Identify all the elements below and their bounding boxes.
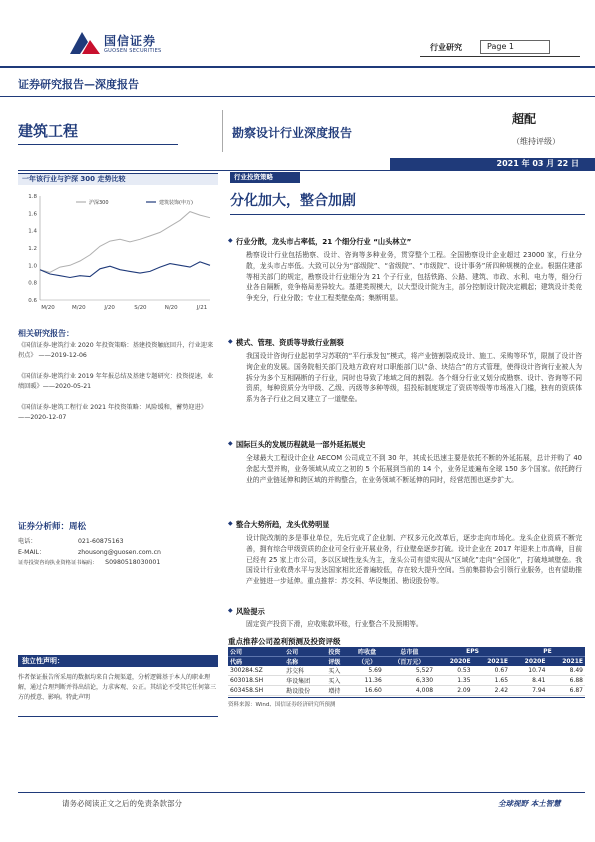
header-category: 行业研究 xyxy=(430,43,462,52)
table-head: 昨收盘 xyxy=(351,647,384,657)
table-header-row-2 xyxy=(228,657,585,667)
bullet-text-1: 勘察设计行业包括勘察、设计、咨询等多种业务，贯穿整个工程。全国勘察设计企业超过 23000 家，行业分散，龙头市占率低。大致可以分为“部级院”、“省级院”、“市级院”、设计事务”所四种规模的企业。根据住建部等相关部门的规定，勘察设计行业细分为 21 个子行业，包括铁路、公路、建筑、市政、水利、电力等，细分行业各自隔断，竞争格局差异较大。基建类规模大，以大型设计院为主，部分控制设计院决定耦起；建筑设计类竞争充分，行业分散；专业工程类壁垒高；集断明显。 xyxy=(246,251,582,303)
table-title: 重点推荐公司盈利预测及投资评级 xyxy=(228,637,341,646)
sector-underline xyxy=(18,144,178,145)
header-page-number: Page 1 xyxy=(487,42,514,51)
table-cell: 6.87 xyxy=(569,687,583,694)
rating-note: （维持评级） xyxy=(512,137,560,146)
table-cell: 5.69 xyxy=(368,667,382,674)
table-head: 名称 xyxy=(284,657,326,667)
table-source: 资料来源：Wind、国信证券经济研究所预测 xyxy=(228,702,336,708)
disclaimer-heading: 独立性声明： xyxy=(22,657,64,665)
table-head: 2020E xyxy=(510,657,547,667)
related-report-2[interactable]: 《国信证券-建筑行业 2019 年年报总结及基建专题研究：投资提速，业绩回暖》——2020-05-21 xyxy=(18,373,214,390)
bullet-text-5: 固定资产投资下滑，应收账款坏账，行业整合不及预期等。 xyxy=(246,620,423,628)
table-head: 代码 xyxy=(228,657,284,667)
y-tick-label: 1.0 xyxy=(28,263,37,270)
table-cell: 11.36 xyxy=(364,677,382,684)
table-cell: 16.60 xyxy=(364,687,382,694)
section-tag-label: 行业投资策略 xyxy=(234,173,273,181)
logo-mark-icon xyxy=(68,30,102,56)
header-divider xyxy=(420,56,580,57)
phone-label: 电话： xyxy=(18,538,37,545)
table-cell: 603018.SH xyxy=(230,677,264,684)
mid-band xyxy=(0,96,595,97)
y-tick-label: 1.4 xyxy=(28,228,37,235)
table-head: EPS xyxy=(435,647,510,657)
y-tick-label: 1.8 xyxy=(28,194,37,200)
analyst-email xyxy=(18,547,161,556)
report-date: 2021 年 03 月 22 日 xyxy=(496,159,579,168)
date-band xyxy=(390,158,595,170)
table-head: 2021E xyxy=(547,657,585,667)
footer-rule xyxy=(18,792,585,793)
title-divider xyxy=(222,110,223,152)
logo-text-cn: 国信证券 xyxy=(104,34,157,48)
bullet-text-4: 设计院改制的多是事业单位，先后完成了企业制、产权多元化改革后，逐步走向市场化。龙头企业资质不断完善，拥有综合甲级资质的企业可全行业开展业务，行业壁垒逐步打破。设计企业在 2017 年迎来上市高峰，目前已经有 25 家上市公司，多以区域性龙头为主，龙头公司有望实现从“区域化”走向“全国化”，打破地域壁垒。我国设计行业收费水平与发达国家相比还普遍较低，存在较大提升空间。当前集群协会引领行业服务，也有望助推产业链进一步延伸。重点推荐：苏交科、华设集团、勘设股份等。 xyxy=(246,534,582,586)
logo-text-en: GUOSEN SECURITIES xyxy=(104,48,162,54)
bullet-text-2: 我国设计咨询行业起初学习苏联的“平行承发包”模式，将产业链割裂成设计、施工、采购等环节，限制了设计咨询企业的发展。国务院相关部门及地方政府对口职能部门以“条、块结合”的方式管理，使得设计咨询行业被人为拆分为多个互相隔断的子行业，同时也导致了地域之间的割裂。各个细分行业又划分成勘察、设计、咨询等不同资质，每种资质分为甲级、乙级、丙级等多种等级，招投标制度规定了资质等级等市场准入门槛，独有的资质体系为各子行业之间又建立了一道壁垒。 xyxy=(246,352,582,404)
table-cell: 5,527 xyxy=(415,667,434,674)
top-band xyxy=(0,66,595,68)
table-row xyxy=(228,666,585,676)
table-cell: 买入 xyxy=(328,678,341,685)
series-line-2 xyxy=(40,262,210,278)
x-tick-label: S/20 xyxy=(134,305,147,311)
cert-label: 证券投资咨询执业资格证书编码： xyxy=(18,560,98,566)
bullet-heading-1: ◆ 行业分散，龙头市占率低，21 个细分行业 “山头林立” xyxy=(236,237,411,247)
x-tick-label: N/20 xyxy=(164,305,178,311)
table-head: （元） xyxy=(351,657,384,667)
table-head: PE xyxy=(510,647,585,657)
bullet-heading-4: ◆ 整合大势所趋，龙头优势明显 xyxy=(236,520,329,530)
table-cell: 1.65 xyxy=(494,677,509,684)
table-cell: 1.35 xyxy=(457,677,471,684)
y-tick-label: 0.6 xyxy=(28,298,37,304)
legend-label: 建筑装饰(申万) xyxy=(159,200,193,206)
date-underline xyxy=(18,170,595,171)
x-tick-label: J/21 xyxy=(196,305,208,311)
y-tick-label: 1.6 xyxy=(28,211,37,218)
y-tick-label: 1.2 xyxy=(28,246,37,252)
report-title: 勘察设计行业深度报告 xyxy=(232,126,353,140)
related-report-1[interactable]: 《国信证券-建筑行业 2020 年投资策略：基建投资触底回升，行业迎来拐点》 ——2019-12-06 xyxy=(18,342,214,359)
company-logo xyxy=(68,30,178,60)
table-cell: 300284.SZ xyxy=(230,667,263,674)
sector-name: 建筑工程 xyxy=(18,122,79,140)
table-cell: 买入 xyxy=(328,668,341,675)
table-cell: 603458.SH xyxy=(230,687,264,694)
bullet-heading-5: ◆ 风险提示 xyxy=(236,607,265,617)
table-head: 公司 xyxy=(228,647,284,657)
table-row xyxy=(228,686,585,696)
table-head: 总市值 xyxy=(384,647,435,657)
cert-value: S0980518030001 xyxy=(105,559,161,566)
phone-value: 021-60875163 xyxy=(78,538,124,545)
table-cell: 0.53 xyxy=(457,667,471,674)
legend-label: 沪深300 xyxy=(89,200,109,206)
table-head: 评级 xyxy=(326,657,350,667)
x-tick-label: J/20 xyxy=(104,305,115,311)
analyst-cert xyxy=(18,558,160,566)
table-cell: 8.49 xyxy=(569,667,583,674)
trend-chart xyxy=(18,188,218,318)
related-heading: 相关研究报告： xyxy=(18,329,74,338)
series-line-1 xyxy=(40,212,210,273)
bullet-heading-3: ◆ 国际巨头的发展历程就是一部外延拓展史 xyxy=(236,440,365,450)
table-cell: 8.41 xyxy=(532,677,546,684)
table-cell: 苏交科 xyxy=(286,668,305,675)
email-label: E-MAIL： xyxy=(18,549,46,556)
table-cell: 0.67 xyxy=(494,667,509,674)
table-head: （百万元） xyxy=(384,657,435,667)
bullet-text-3: 全球最大工程设计企业 AECOM 公司成立不到 30 年，其成长迅速主要是依托不断的外延拓展，总计并购了 40 余起大型并购，业务领域从成立之初的 5 个拓展到当前的 14 个，业务足迹遍布全球 150 多个国家。依托跨行业的产业链延伸和跨区域的并购整合，在业务领域不断延伸的同时，经营范围也逐步扩大。 xyxy=(246,454,582,484)
table-cell: 4,008 xyxy=(415,687,434,694)
table-cell: 勘设股份 xyxy=(286,688,311,695)
email-value[interactable]: zhousong@guosen.com.cn xyxy=(78,549,161,556)
table-cell: 10.74 xyxy=(528,667,546,674)
table-bottom-rule xyxy=(228,697,585,698)
table-head: 投资 xyxy=(326,647,350,657)
table-head: 2021E xyxy=(473,657,510,667)
table-cell: 增持 xyxy=(328,688,341,695)
forecast-table xyxy=(228,647,585,696)
x-tick-label: M/20 xyxy=(71,305,86,311)
table-cell: 6,330 xyxy=(415,677,434,684)
related-report-3[interactable]: 《国信证券-建筑工程行业 2021 年投资策略：风险缓和，蓄势迎进》——2020-12-07 xyxy=(18,404,207,421)
rating: 超配 xyxy=(512,112,537,126)
analyst-heading: 证券分析师：周松 xyxy=(18,522,87,532)
analyst-phone xyxy=(18,536,124,545)
table-head: 公司 xyxy=(284,647,326,657)
bullet-heading-2: ◆ 模式、管理、资质等导致行业割裂 xyxy=(236,338,344,348)
table-row xyxy=(228,676,585,686)
headline-underline xyxy=(230,214,585,215)
table-cell: 2.09 xyxy=(457,687,471,694)
chart-title: 一年该行业与沪深 300 走势比较 xyxy=(22,175,126,183)
table-cell: 华设集团 xyxy=(286,678,311,685)
footer-slogan: 全球视野 本土智慧 xyxy=(498,799,561,808)
table-header-row-1 xyxy=(228,647,585,657)
series-title: 证券研究报告—深度报告 xyxy=(18,78,139,91)
x-tick-label: M/20 xyxy=(41,305,55,311)
headline: 分化加大，整合加剧 xyxy=(230,193,356,209)
footer-disclaimer-link[interactable]: 请务必阅读正文之后的免责条款部分 xyxy=(62,799,182,808)
table-cell: 2.42 xyxy=(494,687,509,694)
section-tag xyxy=(230,172,300,183)
y-tick-label: 0.8 xyxy=(28,280,37,287)
table-cell: 7.94 xyxy=(532,687,546,694)
disclaimer-text: 作者保证报告所采用的数据均来自合规渠道，分析逻辑基于本人的职业理解，通过合理判断并得出结论，力求客观、公正。其结论不受其它任何第三方的授意、影响。特此声明 xyxy=(18,674,217,701)
table-head: 2020E xyxy=(435,657,472,667)
table-cell: 6.88 xyxy=(569,677,583,684)
